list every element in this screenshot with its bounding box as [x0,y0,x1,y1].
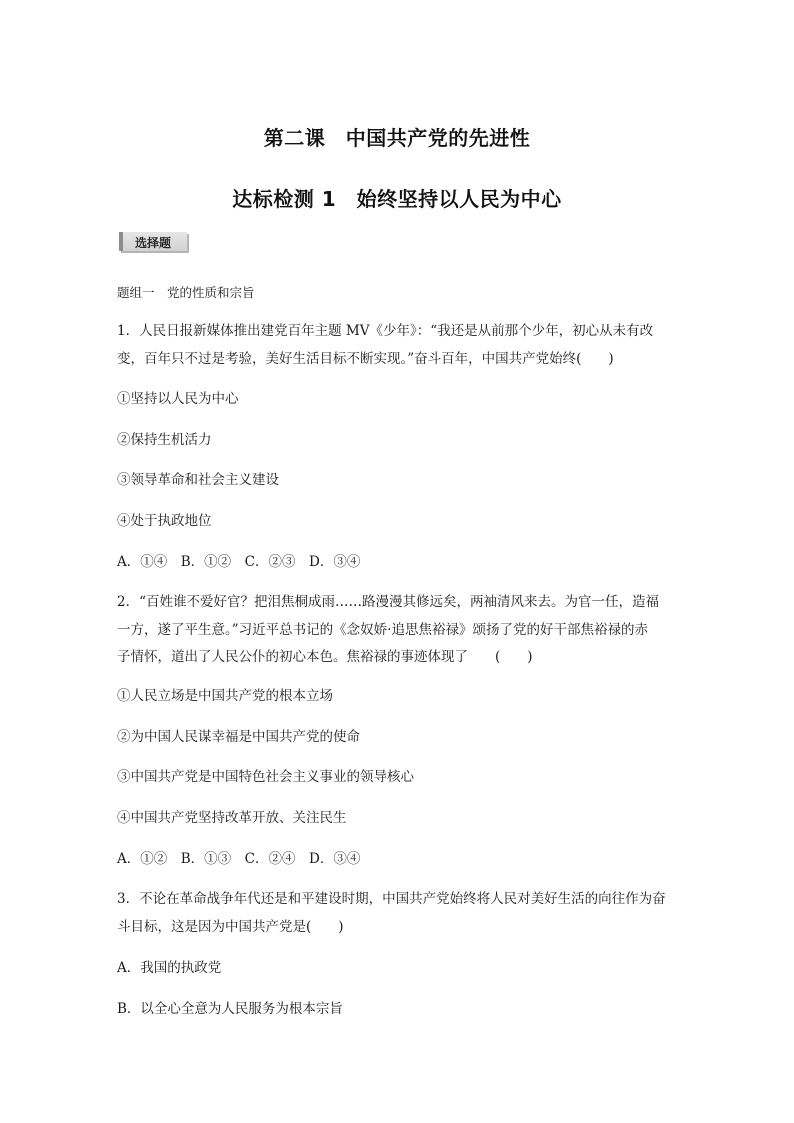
q2-statement-3: ③中国共产党是中国特色社会主义事业的领导核心 [117,769,414,785]
q3-stem-line-1: 3．不论在革命战争年代还是和平建设时期，中国共产党始终将人民对美好生活的向往作为奋 [117,891,666,907]
lesson-title: 第二课 中国共产党的先进性 [263,126,531,150]
q2-stem-line-1: 2．“百姓谁不爱好官？把泪焦桐成雨……路漫漫其修远矣，两袖清风来去。为官一任，造福 [117,594,659,610]
q3-option-b: B．以全心全意为人民服务为根本宗旨 [117,1001,343,1017]
q1-statement-4: ④处于执政地位 [117,513,212,529]
section-badge-label: 选择题 [135,236,172,250]
q2-stem-line-3: 子情怀，道出了人民公仆的初心本色。焦裕禄的事迹体现了 ( ) [117,649,533,665]
q1-options: A．①④ B．①② C．②③ D．③④ [117,554,361,570]
q1-statement-2: ②保持生机活力 [117,432,212,448]
q2-statement-2: ②为中国人民谋幸福是中国共产党的使命 [117,729,360,745]
q2-statement-1: ①人民立场是中国共产党的根本立场 [117,688,333,704]
q1-stem-line-2: 变，百年只不过是考验，美好生活目标不断实现。”奋斗百年，中国共产党始终( ) [117,351,614,367]
q2-options: A．①② B．①③ C．②④ D．③④ [117,851,361,867]
section-badge [119,232,187,251]
q3-option-a: A．我国的执政党 [117,960,222,976]
group-label: 题组一 党的性质和宗旨 [117,285,255,300]
q3-stem-line-2: 斗目标，这是因为中国共产党是( ) [117,919,344,935]
test-title: 达标检测 1 始终坚持以人民为中心 [232,187,562,211]
q2-stem-line-2: 一方，遂了平生意。”习近平总书记的《念奴娇·追思焦裕禄》颂扬了党的好干部焦裕禄的赤 [117,622,648,638]
q2-statement-4: ④中国共产党坚持改革开放、关注民生 [117,810,347,826]
q1-stem-line-1: 1．人民日报新媒体推出建党百年主题 MV《少年》：“我还是从前那个少年，初心从未有改 [117,323,654,339]
q1-statement-1: ①坚持以人民为中心 [117,391,239,407]
q1-statement-3: ③领导革命和社会主义建设 [117,472,279,488]
